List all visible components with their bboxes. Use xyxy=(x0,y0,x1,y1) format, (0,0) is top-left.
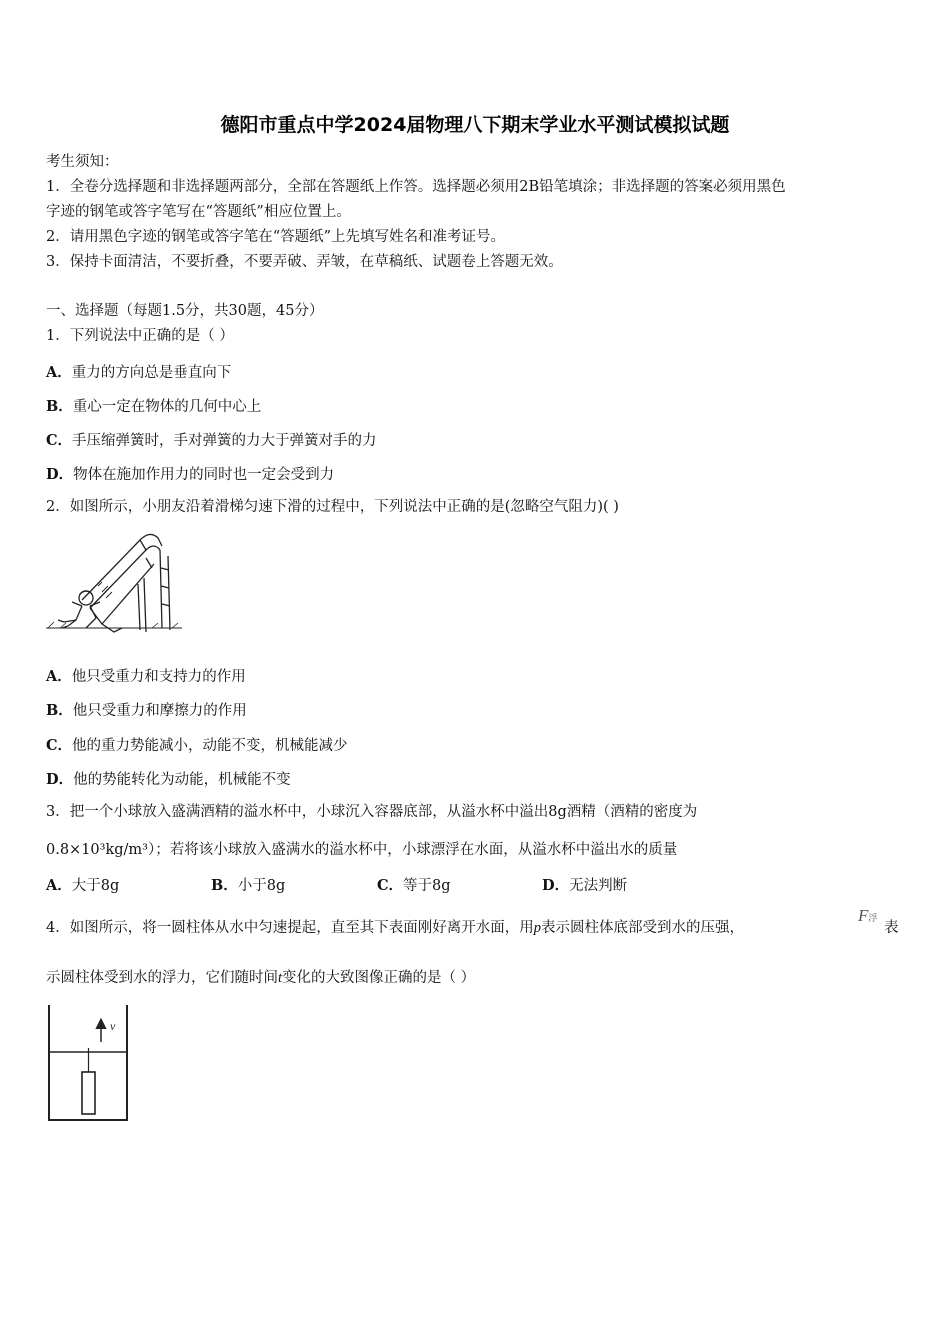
time-symbol: t xyxy=(278,970,283,986)
option-label: D． xyxy=(542,877,570,894)
notice-item-1-cont: 字迹的钢笔或答字笔写在“答题纸”相应位置上。 xyxy=(46,204,351,220)
option-text: 重心一定在物体的几何中心上 xyxy=(72,399,262,415)
q4-stem-part: 变化的大致图像正确的是（ ） xyxy=(282,970,476,986)
option-label: A． xyxy=(46,364,72,381)
option-text: 他只受重力和摩擦力的作用 xyxy=(72,703,247,719)
option-text: 等于8g xyxy=(403,878,451,894)
q1-option-a[interactable] xyxy=(46,361,231,382)
option-label: B． xyxy=(46,702,73,719)
q4-stem-line1 xyxy=(46,918,744,938)
q4-stem-part: 示圆柱体受到水的浮力，它们随时间 xyxy=(46,970,278,986)
q2-option-c[interactable] xyxy=(46,734,348,755)
q2-option-d[interactable] xyxy=(46,768,291,789)
option-text: 物体在施加作用力的同时也一定会受到力 xyxy=(73,467,335,483)
option-text: 重力的方向总是垂直向下 xyxy=(71,365,232,381)
option-label: D． xyxy=(46,771,74,788)
q3-option-d[interactable] xyxy=(542,874,627,895)
option-label: B． xyxy=(46,398,73,415)
option-text: 他只受重力和支持力的作用 xyxy=(71,669,246,685)
slide-figure xyxy=(42,528,187,646)
q2-option-b[interactable] xyxy=(46,699,247,720)
q4-stem-line2 xyxy=(46,968,475,988)
q1-stem: 1．下列说法中正确的是（ ） xyxy=(46,328,234,344)
q1-option-d[interactable] xyxy=(46,463,334,484)
force-symbol: F xyxy=(858,906,869,925)
option-label: A． xyxy=(46,877,72,894)
velocity-label: v xyxy=(110,1019,116,1033)
option-text: 小于8g xyxy=(237,878,286,894)
q4-stem-part: 4．如图所示，将一圆柱体从水中匀速提起，直至其下表面刚好离开水面，用 xyxy=(46,920,534,936)
option-label: B． xyxy=(211,877,238,894)
notice-heading: 考生须知： xyxy=(46,154,119,170)
q3-option-c[interactable] xyxy=(377,874,451,895)
buoyancy-symbol xyxy=(858,906,877,926)
notice-item-3: 3．保持卡面清洁，不要折叠，不要弄破、弄皱，在草稿纸、试题卷上答题无效。 xyxy=(46,254,563,270)
q2-option-a[interactable] xyxy=(46,665,246,686)
option-label: D． xyxy=(46,466,74,483)
q3-option-b[interactable] xyxy=(211,874,285,895)
option-label: C． xyxy=(46,432,73,449)
q2-stem: 2．如图所示，小朋友沿着滑梯匀速下滑的过程中，下列说法中正确的是(忽略空气阻力)( ) xyxy=(46,499,619,515)
q4-stem-end: 表 xyxy=(884,920,899,936)
pressure-symbol: p xyxy=(533,920,541,936)
cylinder-figure xyxy=(44,1002,134,1126)
option-text: 大于8g xyxy=(71,878,120,894)
q1-option-c[interactable] xyxy=(46,429,377,450)
q4-stem-part: 表示圆柱体底部受到水的压强， xyxy=(540,920,744,936)
option-text: 手压缩弹簧时，手对弹簧的力大于弹簧对手的力 xyxy=(72,433,377,449)
notice-item-2: 2．请用黑色字迹的钢笔或答字笔在“答题纸”上先填写姓名和准考证号。 xyxy=(46,229,506,245)
force-subscript: 浮 xyxy=(868,914,878,924)
q3-stem-line2: 0.8×10³kg/m³）；若将该小球放入盛满水的溢水杯中，小球漂浮在水面，从溢水杯中溢出水的质量 xyxy=(46,842,678,858)
option-label: C． xyxy=(377,877,404,894)
option-text: 他的势能转化为动能，机械能不变 xyxy=(73,772,291,788)
option-label: A． xyxy=(46,668,72,685)
q3-stem-line1: 3．把一个小球放入盛满酒精的溢水杯中，小球沉入容器底部，从溢水杯中溢出8g酒精（酒精的密度为 xyxy=(46,804,698,820)
q1-option-b[interactable] xyxy=(46,395,261,416)
q3-option-a[interactable] xyxy=(46,874,119,895)
option-text: 无法判断 xyxy=(569,878,628,894)
option-text: 他的重力势能减小，动能不变，机械能减少 xyxy=(72,738,348,754)
option-label: C． xyxy=(46,737,73,754)
page-title: 德阳市重点中学2024届物理八下期末学业水平测试模拟试题 xyxy=(220,114,730,136)
section-heading: 一、选择题（每题1.5分，共30题，45分） xyxy=(46,303,324,319)
notice-item-1: 1．全卷分选择题和非选择题两部分，全部在答题纸上作答。选择题必须用2B铅笔填涂；非选择题的答案必须用黑色 xyxy=(46,179,786,195)
